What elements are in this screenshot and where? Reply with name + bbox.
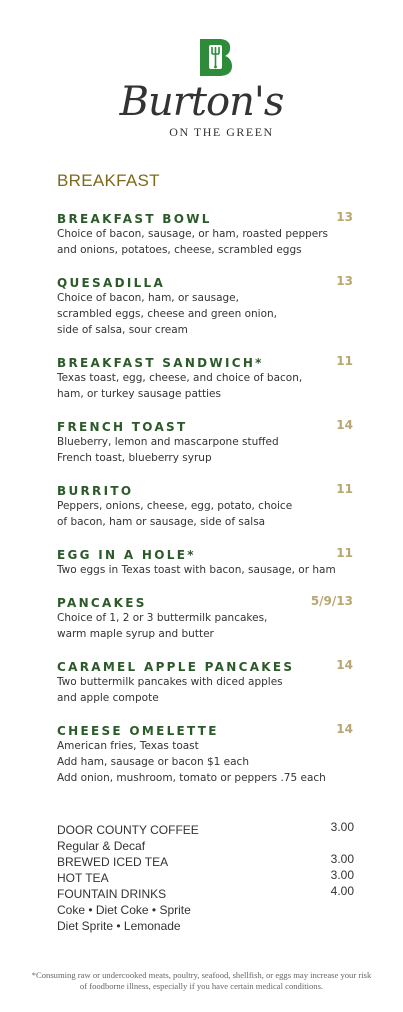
drink-row <box>57 899 354 915</box>
section-title: BREAKFAST <box>57 171 160 190</box>
menu-item <box>57 352 353 402</box>
item-description: Blueberry, lemon and mascarpone stuffed French toast, blueberry syrup <box>57 436 279 464</box>
item-price: 13 <box>336 210 353 224</box>
menu-item <box>57 544 353 578</box>
footnote: *Consuming raw or undercooked meats, poultry, seafood, shellfish, or eggs may increase your risk of foodborne illness, especially if you have certain medical conditions. <box>31 970 372 991</box>
menu-item <box>57 272 353 338</box>
item-name: EGG IN A HOLE* <box>57 548 196 562</box>
drink-row <box>57 819 354 835</box>
item-description: Peppers, onions, cheese, egg, potato, choice of bacon, ham or sausage, side of salsa <box>57 500 293 528</box>
menu-item <box>57 720 353 786</box>
item-description: Choice of bacon, ham, or sausage, scrambled eggs, cheese and green onion, side of salsa, sour cream <box>57 292 277 336</box>
drink-name: Diet Sprite • Lemonade <box>57 919 181 933</box>
menu-item <box>57 480 353 530</box>
item-price: 11 <box>336 546 353 560</box>
drink-name: Coke • Diet Coke • Sprite <box>57 903 191 917</box>
drink-row <box>57 867 354 883</box>
item-name: BREAKFAST SANDWICH* <box>57 356 264 370</box>
item-price: 11 <box>336 354 353 368</box>
drink-row <box>57 883 354 899</box>
drink-price: 3.00 <box>330 820 354 834</box>
item-description: Two eggs in Texas toast with bacon, sausage, or ham <box>57 564 336 576</box>
logo-subtitle: ON THE GREEN <box>169 125 274 139</box>
b-fork-logo-icon <box>197 36 235 78</box>
item-description: Choice of bacon, sausage, or ham, roasted peppers and onions, potatoes, cheese, scrambled eggs <box>57 228 329 256</box>
item-price: 11 <box>336 482 353 496</box>
item-description: Choice of 1, 2 or 3 buttermilk pancakes, warm maple syrup and butter <box>57 612 268 640</box>
drink-name: BREWED ICED TEA <box>57 855 169 869</box>
logo-script-text: Burton's <box>119 79 284 125</box>
item-price: 14 <box>336 418 353 432</box>
item-name: BREAKFAST BOWL <box>57 212 212 226</box>
item-description: Texas toast, egg, cheese, and choice of bacon, ham, or turkey sausage patties <box>57 372 303 400</box>
item-price: 14 <box>336 658 353 672</box>
logo <box>0 36 403 146</box>
item-price: 13 <box>336 274 353 288</box>
menu-item <box>57 592 353 642</box>
item-description: American fries, Texas toast Add ham, sausage or bacon $1 each Add onion, mushroom, tomato or peppers .75 each <box>57 740 326 784</box>
item-name: PANCAKES <box>57 596 147 610</box>
drink-price: 4.00 <box>330 884 354 898</box>
drink-row <box>57 851 354 867</box>
item-name: CARAMEL APPLE PANCAKES <box>57 660 295 674</box>
drink-price: 3.00 <box>330 868 354 882</box>
item-name: CHEESE OMELETTE <box>57 724 219 738</box>
menu-item <box>57 208 353 258</box>
drink-row <box>57 835 354 851</box>
item-name: FRENCH TOAST <box>57 420 188 434</box>
drink-row <box>57 915 354 931</box>
item-name: QUESADILLA <box>57 276 166 290</box>
item-price: 14 <box>336 722 353 736</box>
drink-name: DOOR COUNTY COFFEE <box>57 823 199 837</box>
drink-name: HOT TEA <box>57 871 109 885</box>
menu-item <box>57 656 353 706</box>
drink-name: FOUNTAIN DRINKS <box>57 887 167 901</box>
item-price: 5/9/13 <box>310 594 353 608</box>
drink-price: 3.00 <box>330 852 354 866</box>
item-description: Two buttermilk pancakes with diced apples and apple compote <box>57 676 283 704</box>
menu-item <box>57 416 353 466</box>
drink-name: Regular & Decaf <box>57 839 146 853</box>
item-name: BURRITO <box>57 484 134 498</box>
